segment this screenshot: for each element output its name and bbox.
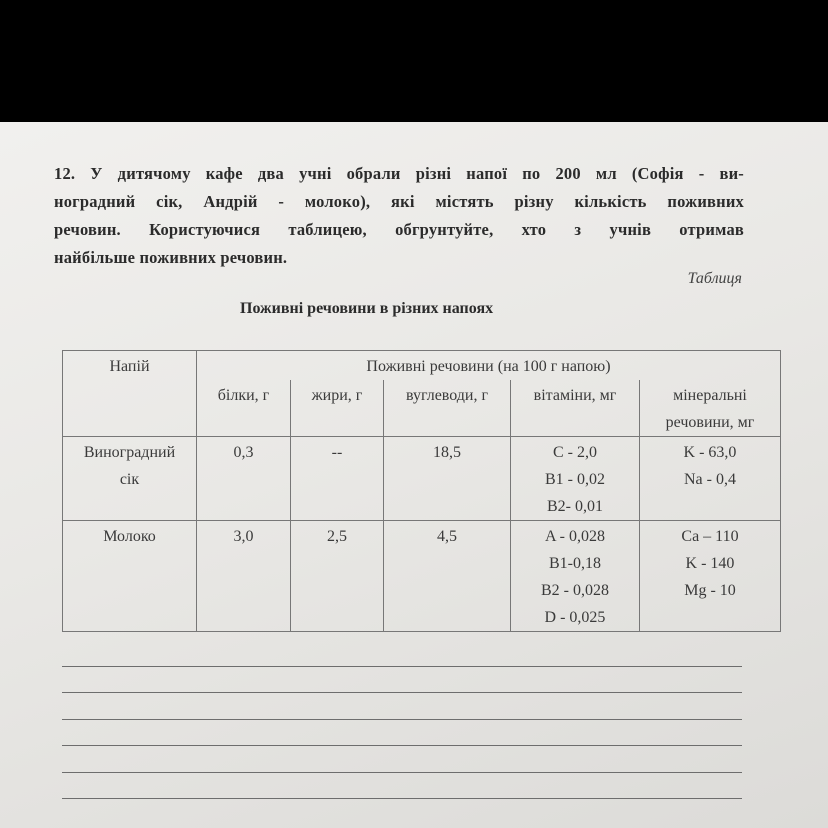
table-row: [63, 437, 781, 521]
header-nutrients-group: Поживні речовини (на 100 г напою): [197, 351, 781, 381]
header-minerals: мінеральні речовини, мг: [640, 380, 781, 437]
task-line: 12. У дитячому кафе два учні обрали різні напої по 200 мл (Софія - ви-: [54, 164, 744, 183]
cell-drink-name: Молоко: [63, 521, 197, 632]
cell-fat: 2,5: [291, 521, 384, 632]
answer-line[interactable]: [62, 772, 742, 773]
cell-minerals: Ca – 110 K - 140 Mg - 10: [640, 521, 781, 632]
answer-line[interactable]: [62, 719, 742, 720]
header-vitamins: вітаміни, мг: [511, 380, 640, 437]
worksheet-page: [0, 122, 828, 828]
answer-line[interactable]: [62, 666, 742, 667]
answer-line[interactable]: [62, 745, 742, 746]
header-protein: білки, г: [197, 380, 291, 437]
header-drink: Напій: [63, 351, 197, 437]
task-line: найбільше поживних речовин.: [54, 248, 288, 267]
task-line: речовин. Користуючися таблицею, обгрунтуйте, хто з учнів отримав: [54, 220, 744, 239]
table-label: Таблиця: [687, 270, 742, 287]
answer-line[interactable]: [62, 692, 742, 693]
header-fat: жири, г: [291, 380, 384, 437]
cell-protein: 3,0: [197, 521, 291, 632]
cell-vitamins: C - 2,0 B1 - 0,02 B2- 0,01: [511, 437, 640, 521]
cell-carbs: 4,5: [384, 521, 511, 632]
cell-vitamins: A - 0,028 B1-0,18 B2 - 0,028 D - 0,025: [511, 521, 640, 632]
answer-line[interactable]: [62, 798, 742, 799]
table-title: Поживні речовини в різних напоях: [240, 300, 494, 317]
cell-fat: --: [291, 437, 384, 521]
table-row: [63, 521, 781, 632]
cell-carbs: 18,5: [384, 437, 511, 521]
task-line: ноградний сік, Андрій - молоко), які містять різну кількість поживних: [54, 192, 744, 211]
nutrients-table: [62, 350, 781, 632]
task-text: [54, 160, 744, 272]
cell-minerals: K - 63,0 Na - 0,4: [640, 437, 781, 521]
cell-drink-name: Виноградний сік: [63, 437, 197, 521]
cell-protein: 0,3: [197, 437, 291, 521]
header-carbs: вуглеводи, г: [384, 380, 511, 437]
